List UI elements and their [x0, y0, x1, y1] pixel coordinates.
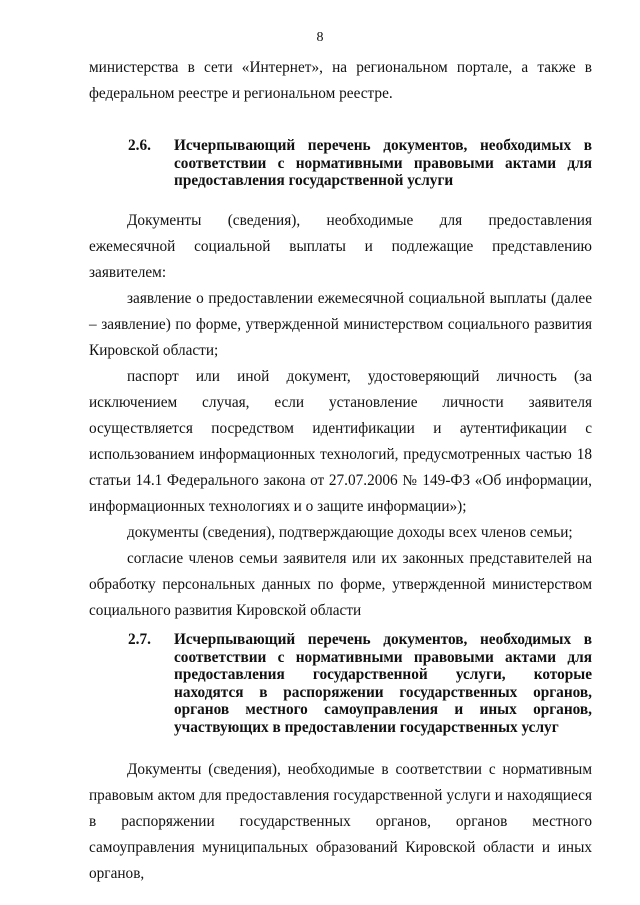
body-paragraph: Документы (сведения), необходимые для предоставления ежемесячной социальной выплаты и подлежащие представлению заявителем: — [89, 212, 592, 281]
section-2-6-number: 2.6. — [128, 137, 151, 154]
body-paragraph: паспорт или иной документ, удостоверяющий личность (за исключением случая, если установление личности заявителя осуществляется посредством идентификации и аутентификации с использованием информационных технологий, предусмотренных частью 18 статьи 14.1 Федерального закона от 27.07.2006 № 149-ФЗ «Об информации, информационных технологиях и о защите информации»); — [89, 368, 592, 515]
section-2-7-heading — [128, 631, 592, 736]
body-paragraph: согласие членов семьи заявителя или их законных представителей на обработку персональных данных по форме, утвержденной министерством социального развития Кировской области — [89, 550, 592, 619]
section-2-6-heading — [128, 137, 592, 190]
section-2-6-body — [89, 208, 592, 624]
section-2-7-number: 2.7. — [128, 631, 151, 648]
intro-paragraph: министерства в сети «Интернет», на региональном портале, а также в федеральном реестре и региональном реестре. — [89, 59, 592, 102]
body-paragraph: заявление о предоставлении ежемесячной социальной выплаты (далее – заявление) по форме, утвержденной министерством социального развития Кировской области; — [89, 290, 592, 359]
section-2-6-title: Исчерпывающий перечень документов, необходимых в соответствии с нормативными правовыми актами для предоставления государственной услуги — [174, 137, 592, 189]
page-number: 8 — [316, 30, 324, 45]
intro-paragraph-block — [89, 55, 592, 107]
body-paragraph: Документы (сведения), необходимые в соответствии с нормативным правовым актом для предоставления государственной услуги и находящиеся в распоряжении государственных органов, органов местного самоуправления муниципальных образований Кировской области и иных органов, — [89, 761, 592, 882]
body-paragraph: документы (сведения), подтверждающие доходы всех членов семьи; — [127, 524, 573, 541]
section-2-7-title: Исчерпывающий перечень документов, необходимых в соответствии с нормативными правовыми актами для предоставления государственной услуги, которые находятся в распоряжении государственных органов, органов местного самоуправления и иных органов, участвующих в предоставлении государственных услуг — [174, 631, 592, 736]
section-2-7-body — [89, 757, 592, 887]
